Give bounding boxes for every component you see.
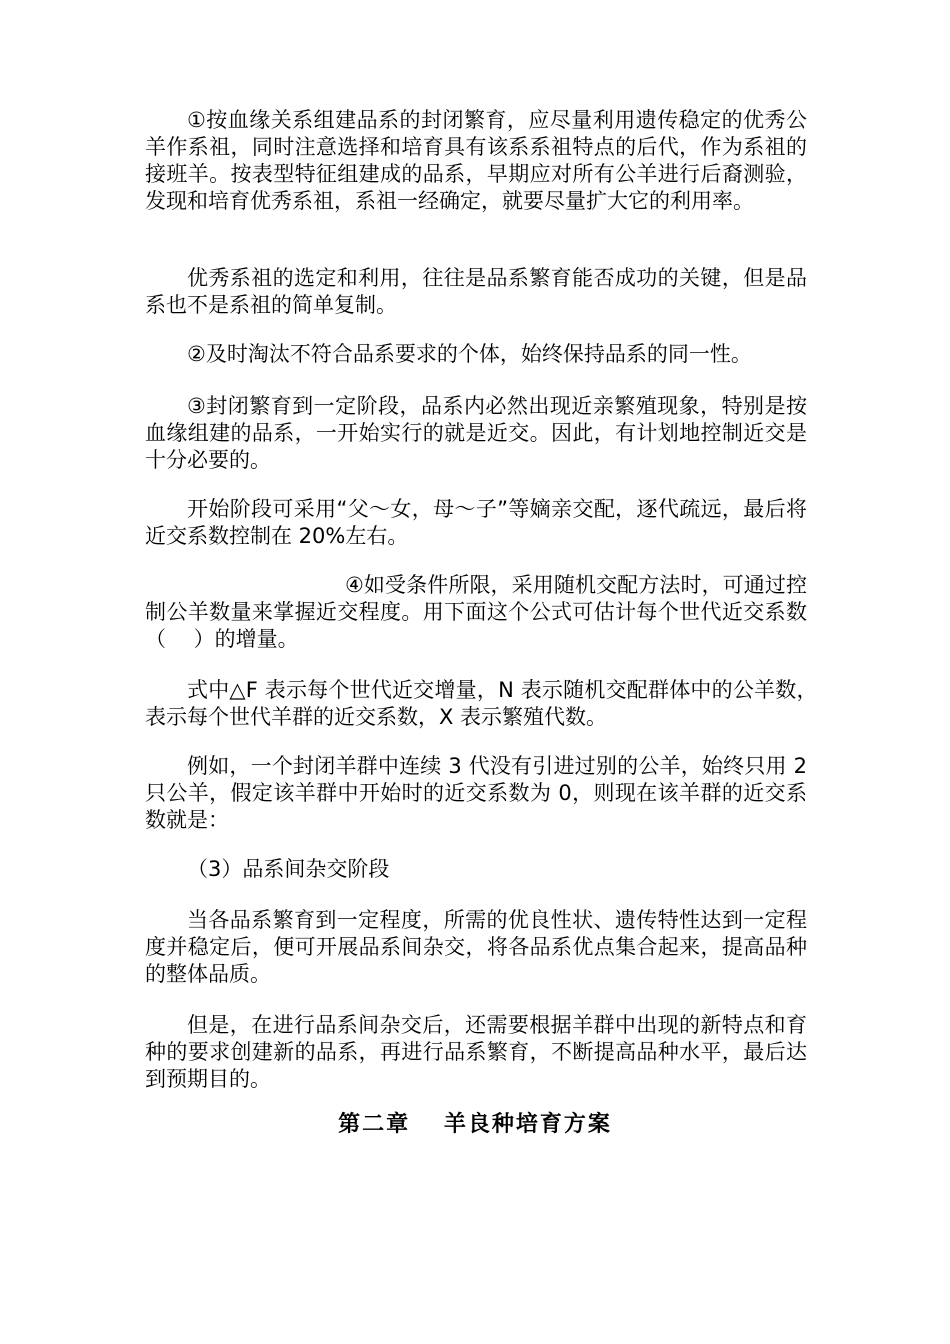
paragraph-1: ①按血缘关系组建品系的封闭繁育，应尽量利用遗传稳定的优秀公羊作系祖，同时注意选择和培育具有该系系祖特点的后代，作为系祖的接班羊。按表型特征组建成的品系，早期应对所有公羊进行后裔测验，发现和培育优秀系祖，系祖一经确定，就要尽量扩大它的利用率。 bbox=[145, 108, 807, 213]
paragraph-7: 式中△F 表示每个世代近交增量，N 表示随机交配群体中的公羊数， 表示每个世代羊群的近交系数，X 表示繁殖代数。 bbox=[145, 678, 828, 729]
paragraph-10: 但是，在进行品系间杂交后，还需要根据羊群中出现的新特点和育种的要求创建新的品系，再进行品系繁育，不断提高品种水平，最后达到预期目的。 bbox=[145, 1013, 807, 1091]
chapter-title: 第二章 羊良种培育方案 bbox=[338, 1112, 612, 1137]
paragraph-2: 优秀系祖的选定和利用，往往是品系繁育能否成功的关键，但是品系也不是系祖的简单复制。 bbox=[145, 266, 807, 317]
paragraph-8: 例如，一个封闭羊群中连续 3 代没有引进过别的公羊，始终只用 2 只公羊，假定该羊群中开始时的近交系数为 0，则现在该羊群的近交系数就是： bbox=[145, 754, 807, 832]
section-heading: （3）品系间杂交阶段 bbox=[187, 857, 390, 881]
paragraph-4: ③封闭繁育到一定阶段，品系内必然出现近亲繁殖现象，特别是按血缘组建的品系，一开始实行的就是近交。因此，有计划地控制近交是十分必要的。 bbox=[145, 394, 807, 472]
paragraph-6: ④如受条件所限，采用随机交配方法时，可通过控制公羊数量来掌握近交程度。用下面这个公式可估计每个世代近交系数（ ）的增量。 bbox=[145, 573, 807, 651]
paragraph-5: 开始阶段可采用“父～女，母～子”等嫡亲交配，逐代疏远，最后将近交系数控制在 20%左右。 bbox=[145, 497, 807, 548]
paragraph-3: ②及时淘汰不符合品系要求的个体，始终保持品系的同一性。 bbox=[187, 342, 752, 366]
paragraph-9: 当各品系繁育到一定程度，所需的优良性状、遗传特性达到一定程度并稳定后，便可开展品系间杂交，将各品系优点集合起来，提高品种的整体品质。 bbox=[145, 908, 807, 986]
